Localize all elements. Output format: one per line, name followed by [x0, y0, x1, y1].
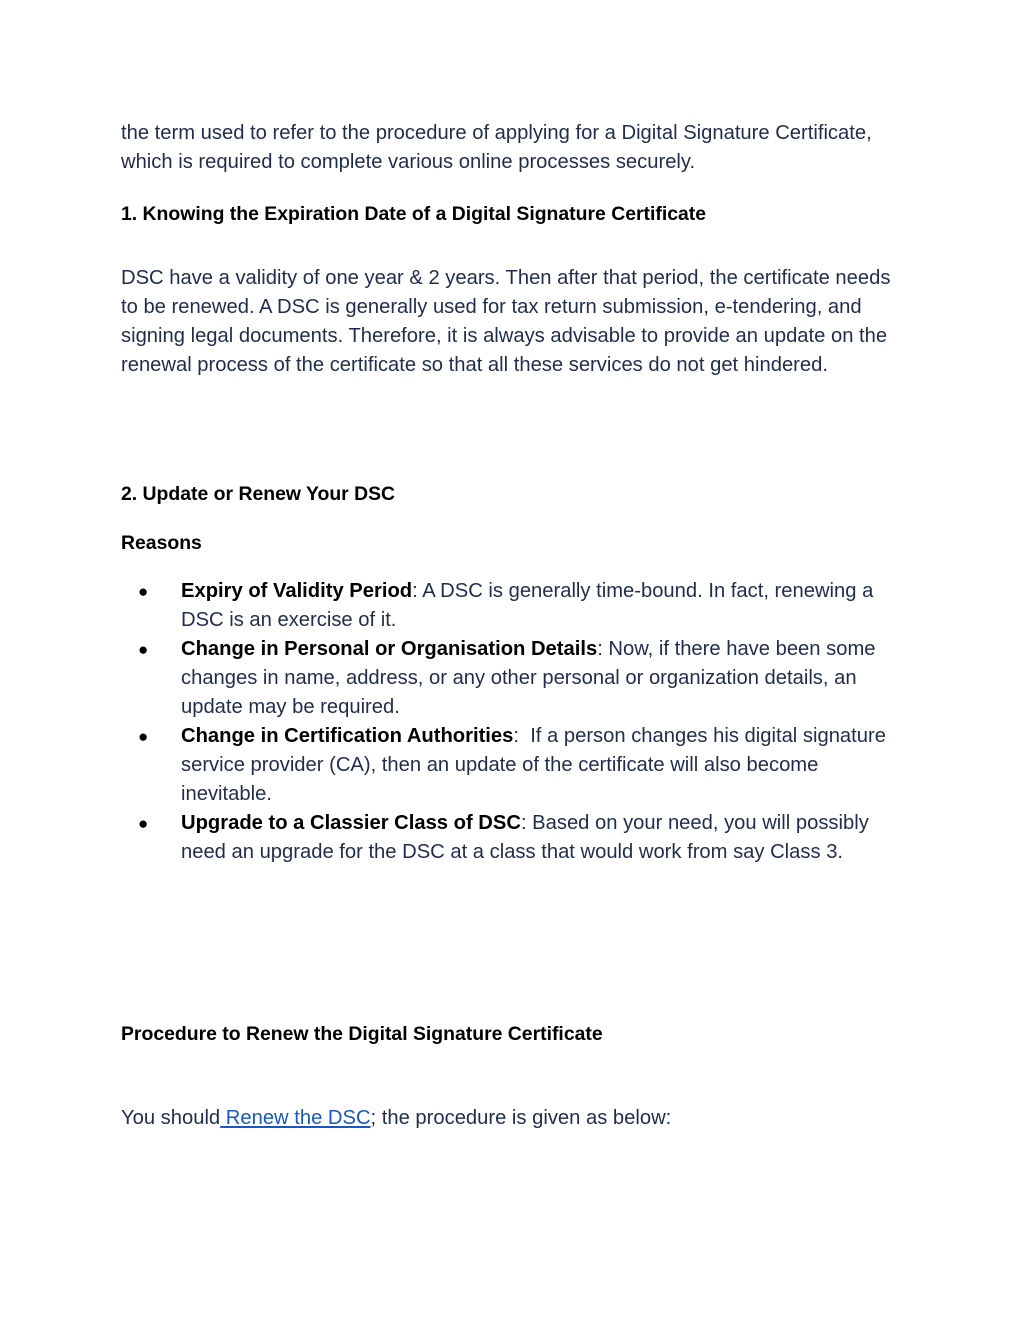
intro-paragraph: the term used to refer to the procedure of applying for a Digital Signature Certificate, which is required to complete various online processes securely.: [121, 122, 872, 173]
section-1-paragraph: DSC have a validity of one year & 2 years. Then after that period, the certificate needs to be renewed. A DSC is generally used for tax return submission, e-tendering, and signing legal documents. Therefore, it is always advisable to provide an update on the renewal process of the certificate so that all these services do not get hindered.: [121, 267, 891, 376]
section-3-heading: Procedure to Renew the Digital Signature Certificate: [121, 1023, 603, 1045]
reason-title: Change in Certification Authorities: [181, 725, 514, 747]
reason-title: Expiry of Validity Period: [181, 580, 413, 602]
reasons-subheading: Reasons: [121, 532, 202, 554]
reason-text: Based on your need, you will possibly need an upgrade for the DSC at a class that would work from say Class 3.: [181, 812, 869, 863]
reason-item-change-details: [121, 635, 911, 722]
reason-title: Upgrade to a Classier Class of DSC: [181, 812, 521, 834]
reason-separator: :: [412, 580, 418, 602]
section-1-heading: 1. Knowing the Expiration Date of a Digital Signature Certificate: [121, 203, 707, 225]
bullet-icon: ●: [138, 582, 149, 601]
reason-text: A DSC is generally time-bound. In fact, renewing a DSC is an exercise of it.: [181, 580, 874, 631]
reason-item-upgrade: [121, 809, 911, 867]
reason-text: Now, if there have been some changes in name, address, or any other personal or organization details, an update may be required.: [181, 638, 876, 718]
renew-dsc-link[interactable]: Renew the DSC: [220, 1107, 371, 1129]
bullet-icon: ●: [138, 814, 149, 833]
renew-text-after: ; the procedure is given as below:: [370, 1107, 672, 1129]
reason-item-expiry: [121, 577, 911, 635]
reasons-list: [121, 577, 911, 867]
section-2-heading: 2. Update or Renew Your DSC: [121, 483, 396, 505]
reason-title: Change in Personal or Organisation Details: [181, 638, 598, 660]
reason-text: If a person changes his digital signature service provider (CA), then an update of the certificate will also become inevitable.: [181, 725, 892, 805]
reason-separator: :: [520, 812, 527, 834]
bullet-icon: ●: [138, 727, 149, 746]
reason-separator: :: [597, 638, 603, 660]
renew-instruction-paragraph: [121, 1104, 911, 1133]
bullet-icon: ●: [138, 640, 149, 659]
reason-separator: :: [513, 725, 519, 747]
renew-text-before: You should: [121, 1107, 221, 1129]
reason-item-change-ca: [121, 722, 911, 809]
